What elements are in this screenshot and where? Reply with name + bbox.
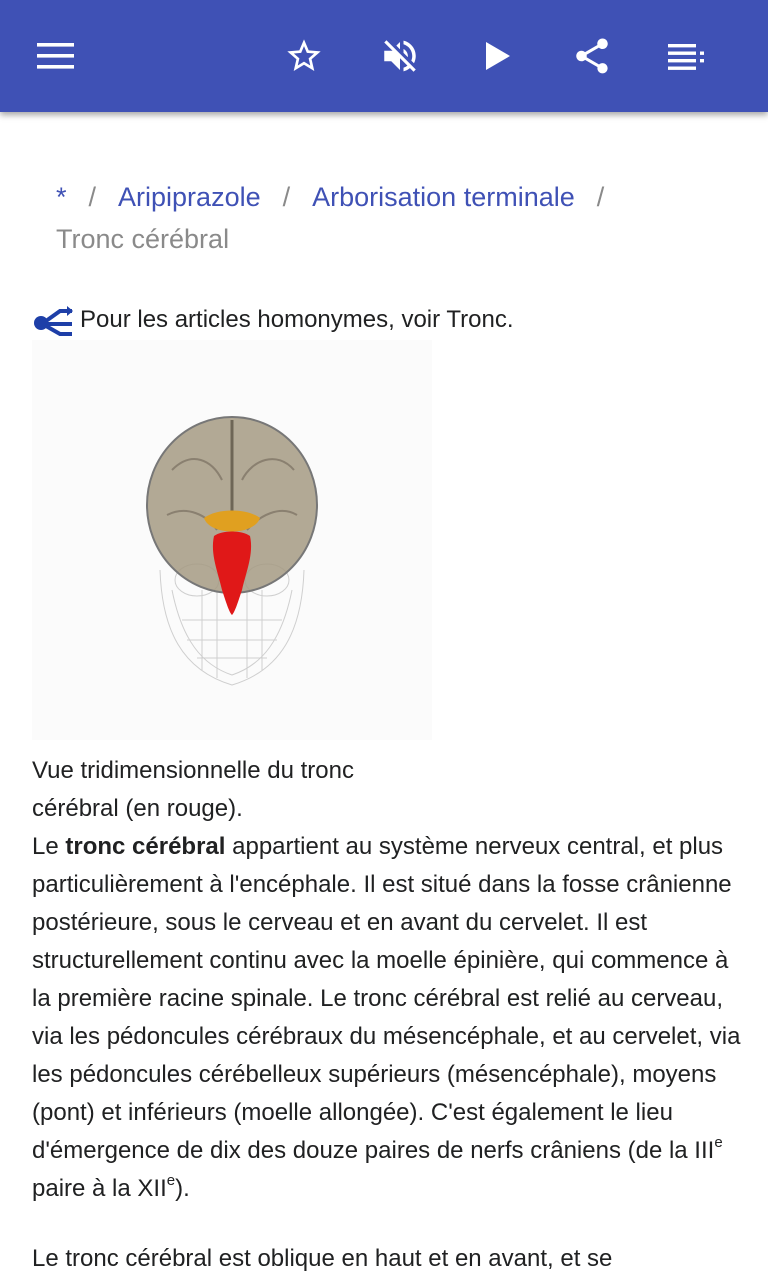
breadcrumb-current-page: Tronc cérébral xyxy=(56,224,230,254)
breadcrumb-link-arborisation[interactable]: Arborisation terminale xyxy=(312,182,575,212)
app-toolbar xyxy=(0,0,768,112)
favorite-button[interactable] xyxy=(276,28,332,84)
paragraph-tail: ). xyxy=(175,1175,190,1202)
disambiguation-text[interactable]: Pour les articles homonymes, voir Tronc. xyxy=(80,306,514,333)
disambiguation-note xyxy=(32,298,742,342)
breadcrumb-separator: / xyxy=(596,182,605,212)
article-subject-bold: tronc cérébral xyxy=(65,833,226,860)
breadcrumb xyxy=(56,176,746,260)
disambiguation-icon xyxy=(32,303,74,337)
play-icon xyxy=(483,40,513,72)
paragraph-body-mid: paire à la XII xyxy=(32,1175,167,1202)
table-of-contents-button[interactable] xyxy=(660,28,716,84)
paragraph-body: appartient au système nerveux central, et plus particulièrement à l'encéphale. Il est situé dans la fosse crânienne postérieure, sous le cerveau et en avant du cervelet. Il est structurellement continu avec la moelle épinière, qui commence à la première racine spinale. Le tronc cérébral est relié au cerveau, via les pédoncules cérébraux du mésencéphale, et au cervelet, via les pédoncules cérébelleux supérieurs (mésencéphale), moyens (pont) et inférieurs (moelle allongée). C'est également le lieu d'émergence de dix des douze paires de nerfs crâniens (de la III xyxy=(32,833,741,1164)
star-outline-icon xyxy=(284,36,324,76)
share-icon xyxy=(571,35,613,77)
breadcrumb-separator: / xyxy=(88,182,97,212)
brainstem-3d-image[interactable] xyxy=(32,340,432,740)
menu-button[interactable] xyxy=(28,28,84,84)
skull-brain-illustration xyxy=(32,340,432,740)
play-button[interactable] xyxy=(470,28,526,84)
superscript: e xyxy=(714,1134,723,1151)
breadcrumb-separator: / xyxy=(282,182,291,212)
superscript: e xyxy=(166,1172,176,1189)
figure-caption: Vue tridimensionnelle du tronc cérébral (en rouge). xyxy=(32,757,354,822)
breadcrumb-link-aripiprazole[interactable]: Aripiprazole xyxy=(118,182,261,212)
article-paragraph-2: Le tronc cérébral est oblique en haut et en avant, et se xyxy=(32,1245,613,1272)
share-button[interactable] xyxy=(564,28,620,84)
menu-icon xyxy=(37,42,75,70)
playlist-icon xyxy=(668,42,708,70)
breadcrumb-home-link[interactable]: * xyxy=(56,182,67,212)
volume-off-icon xyxy=(379,35,421,77)
paragraph-lead: Le xyxy=(32,833,66,860)
article-paragraph-1 xyxy=(32,828,744,1208)
mute-button[interactable] xyxy=(372,28,428,84)
